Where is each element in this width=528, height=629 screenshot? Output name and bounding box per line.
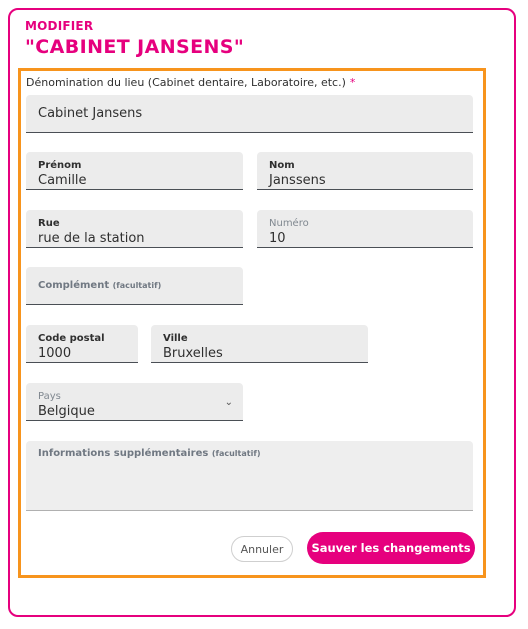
city-label: Ville	[163, 333, 188, 344]
required-mark: *	[349, 76, 356, 89]
lastname-value: Janssens	[269, 173, 326, 188]
number-input[interactable]	[257, 210, 473, 248]
postcode-input[interactable]	[26, 325, 138, 363]
number-label: Numéro	[269, 218, 309, 229]
street-input[interactable]	[26, 210, 243, 248]
city-input[interactable]	[151, 325, 368, 363]
postcode-label: Code postal	[38, 333, 105, 344]
info-label	[38, 448, 260, 459]
info-label-text: Informations supplémentaires	[38, 448, 209, 459]
street-value: rue de la station	[38, 231, 145, 246]
info-textarea[interactable]	[26, 441, 473, 511]
complement-label	[38, 280, 161, 291]
page-title: "CABINET JANSENS"	[25, 36, 245, 58]
firstname-value: Camille	[38, 173, 87, 188]
country-select[interactable]	[26, 383, 243, 421]
place-name-label-text: Dénomination du lieu (Cabinet dentaire, Laboratoire, etc.)	[26, 76, 346, 89]
number-value: 10	[269, 231, 286, 246]
complement-input[interactable]	[26, 267, 243, 305]
cancel-button[interactable]: Annuler	[231, 536, 293, 562]
info-optional: (facultatif)	[211, 449, 261, 458]
lastname-input[interactable]	[257, 152, 473, 190]
street-label: Rue	[38, 218, 60, 229]
country-value: Belgique	[38, 404, 95, 419]
save-button[interactable]: Sauver les changements	[307, 532, 475, 564]
postcode-value: 1000	[38, 346, 72, 361]
place-name-value: Cabinet Jansens	[38, 106, 143, 121]
country-label: Pays	[38, 391, 61, 402]
complement-optional: (facultatif)	[112, 281, 162, 290]
header-kicker: MODIFIER	[25, 19, 94, 33]
chevron-down-icon: ⌄	[224, 397, 233, 408]
city-value: Bruxelles	[163, 346, 223, 361]
firstname-label: Prénom	[38, 160, 82, 171]
place-name-label	[26, 76, 355, 89]
complement-label-text: Complément	[38, 280, 110, 291]
lastname-label: Nom	[269, 160, 295, 171]
firstname-input[interactable]	[26, 152, 243, 190]
place-name-input[interactable]	[26, 95, 473, 133]
